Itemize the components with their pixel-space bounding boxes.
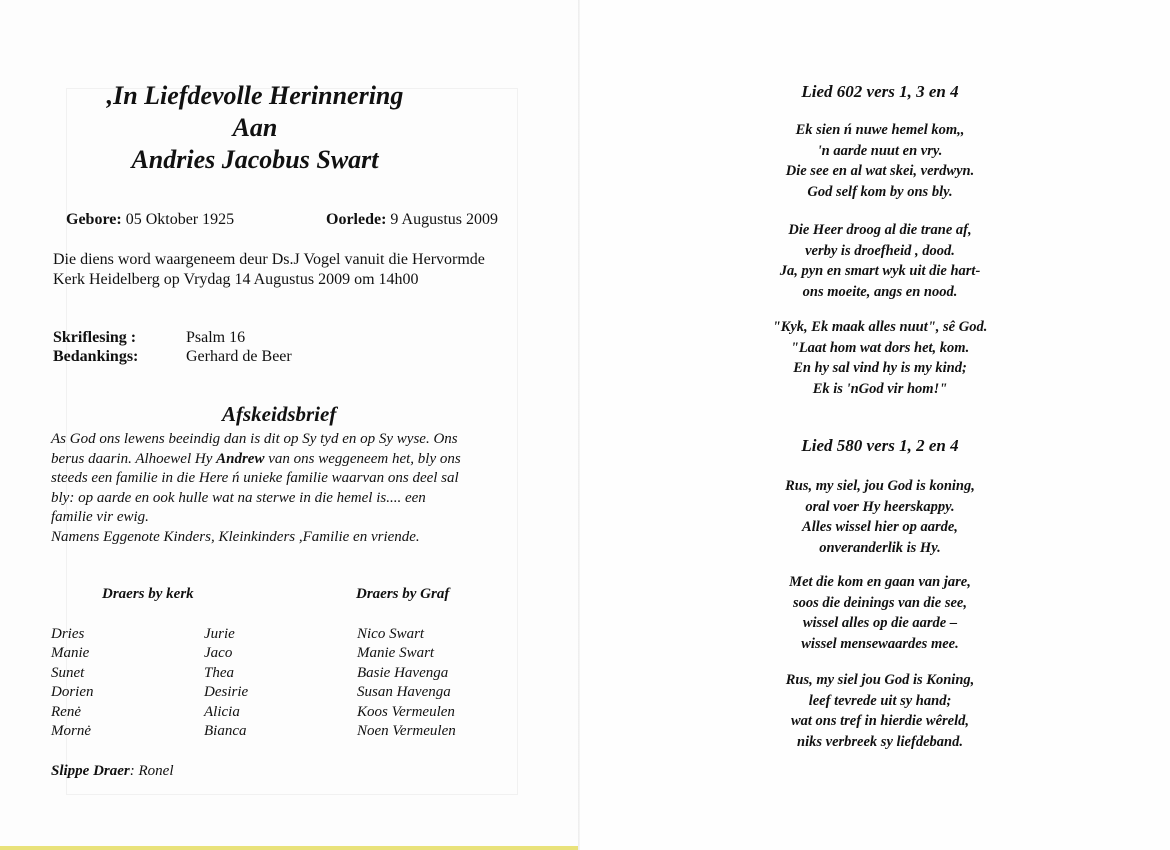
service-line-2: Kerk Heidelberg op Vrydag 14 Augustus 2009 om 14h00 [53,271,419,288]
verse-line: 'n aarde nuut en vry. [817,142,943,159]
memorial-title [0,80,510,176]
letter-line: bly: op aarde en ook hulle wat na sterwe in die hemel is.... een [51,489,426,506]
letter-line: As God ons lewens beeindig dan is dit op Sy tyd en op Sy wyse. Ons [51,431,458,447]
slip-bearer [51,762,173,781]
bearer-name: Dries [51,626,85,642]
bearer-name: Alicia [204,703,240,720]
verse-line: onveranderlik is Hy. [819,539,941,556]
bearer-name: Thea [204,664,234,681]
bearer-name: Renė [51,703,81,720]
verse-line: Die Heer droog al die trane af, [788,222,972,238]
left-page [0,0,580,850]
page-edge-strip [0,846,580,850]
thanks-label: Bedankings: [53,348,139,365]
verse-line: God self kom by ons bly. [807,183,953,200]
reading-value: Psalm 16 [186,329,246,346]
title-line-3: Andries Jacobus Swart [131,145,379,174]
bearer-name: Mornė [51,723,91,740]
grave-bearers-heading: Draers by Graf [356,586,450,602]
verse-line: soos die deinings van die see, [793,594,967,611]
verse-line: Ek is 'nGod vir hom!" [812,380,948,397]
verse-line: "Laat hom wat dors het, kom. [790,339,970,356]
hymn-2-verse-1 [670,476,1090,558]
verse-line: oral voer Hy heerskappy. [805,498,955,515]
church-bearers-col-2 [204,625,248,741]
farewell-heading: Afskeidsbrief [222,402,337,426]
verse-line: Rus, my siel, jou God is koning, [785,478,975,494]
slip-bearer-value: : Ronel [129,763,174,779]
hymn-1-verse-3 [670,317,1090,399]
hymn-2-verse-3 [670,670,1090,752]
verse-line: "Kyk, Ek maak alles nuut", sê God. [772,319,988,335]
hymn-1-verse-2 [670,220,1090,302]
letter-line: familie vir ewig. [51,509,149,525]
bearer-name: Bianca [204,723,247,740]
bearer-name: Noen Vermeulen [357,723,456,740]
bearer-name: Dorien [51,684,94,701]
bearer-name: Jurie [204,626,235,642]
service-details [53,250,485,290]
verse-line: wat ons tref in hierdie wêreld, [790,713,970,729]
service-line-1: Die diens word waargeneem deur Ds.J Vogel vanuit die Hervormde [53,251,485,268]
verse-line: ons moeite, angs en nood. [802,283,958,300]
verse-line: Die see en al wat skei, verdwyn. [785,163,975,179]
birth-label: Gebore: [66,211,122,228]
grave-bearers-list [357,625,456,741]
verse-line: Ja, pyn en smart wyk uit die hart- [779,263,981,279]
hymn-2-title: Lied 580 vers 1, 2 en 4 [801,436,959,455]
letter-line: berus daarin. Alhoewel Hy Andrew van ons weggeneem het, bly ons [51,450,461,467]
bearer-name: Jaco [204,645,233,662]
church-bearers-col-1 [51,625,94,741]
death-info [326,210,498,230]
letter-line: Namens Eggenote Kinders, Kleinkinders ,Familie en vriende. [51,528,420,545]
reading-label: Skriflesing : [53,329,137,346]
letter-line: steeds een familie in die Here ń unieke familie waarvan ons deel sal [51,470,459,486]
bearer-name: Susan Havenga [357,684,451,701]
verse-line: wissel mensewaardes mee. [801,635,959,652]
verse-line: Alles wissel hier op aarde, [802,519,958,535]
farewell-letter [51,430,461,547]
verse-line: Rus, my siel jou God is Koning, [785,672,975,688]
verse-line: En hy sal vind hy is my kind; [793,360,967,376]
verse-line: wissel alles op die aarde – [802,615,958,631]
title-line-1: ,In Liefdevolle Herinnering [106,81,404,110]
hymn-2-verse-2 [670,572,1090,654]
bearer-name: Manie Swart [357,645,435,662]
letter-highlight-name: Andrew [216,450,265,467]
right-page [580,0,1170,850]
bearer-name: Desirie [204,684,249,701]
thanks-value: Gerhard de Beer [186,348,292,365]
bearer-name: Nico Swart [357,626,425,642]
bearer-name: Koos Vermeulen [357,703,455,720]
death-label: Oorlede: [326,211,387,228]
verse-line: verby is droefheid , dood. [805,242,955,259]
bearer-name: Basie Havenga [357,664,449,681]
bearer-name: Manie [51,645,90,662]
verse-line: Met die kom en gaan van jare, [789,574,971,590]
birth-date: 05 Oktober 1925 [125,211,235,228]
death-date: 9 Augustus 2009 [390,211,498,228]
title-line-2: Aan [232,113,278,142]
hymn-1-title: Lied 602 vers 1, 3 en 4 [801,82,959,101]
slip-bearer-label: Slippe Draer [51,763,130,779]
verse-line: niks verbreek sy liefdeband. [797,733,963,750]
hymn-1-verse-1 [670,120,1090,202]
birth-info [66,210,234,230]
church-bearers-heading: Draers by kerk [102,586,194,602]
verse-line: leef tevrede uit sy hand; [808,692,952,709]
verse-line: Ek sien ń nuwe hemel kom,, [795,122,965,138]
bearer-name: Sunet [51,664,85,681]
